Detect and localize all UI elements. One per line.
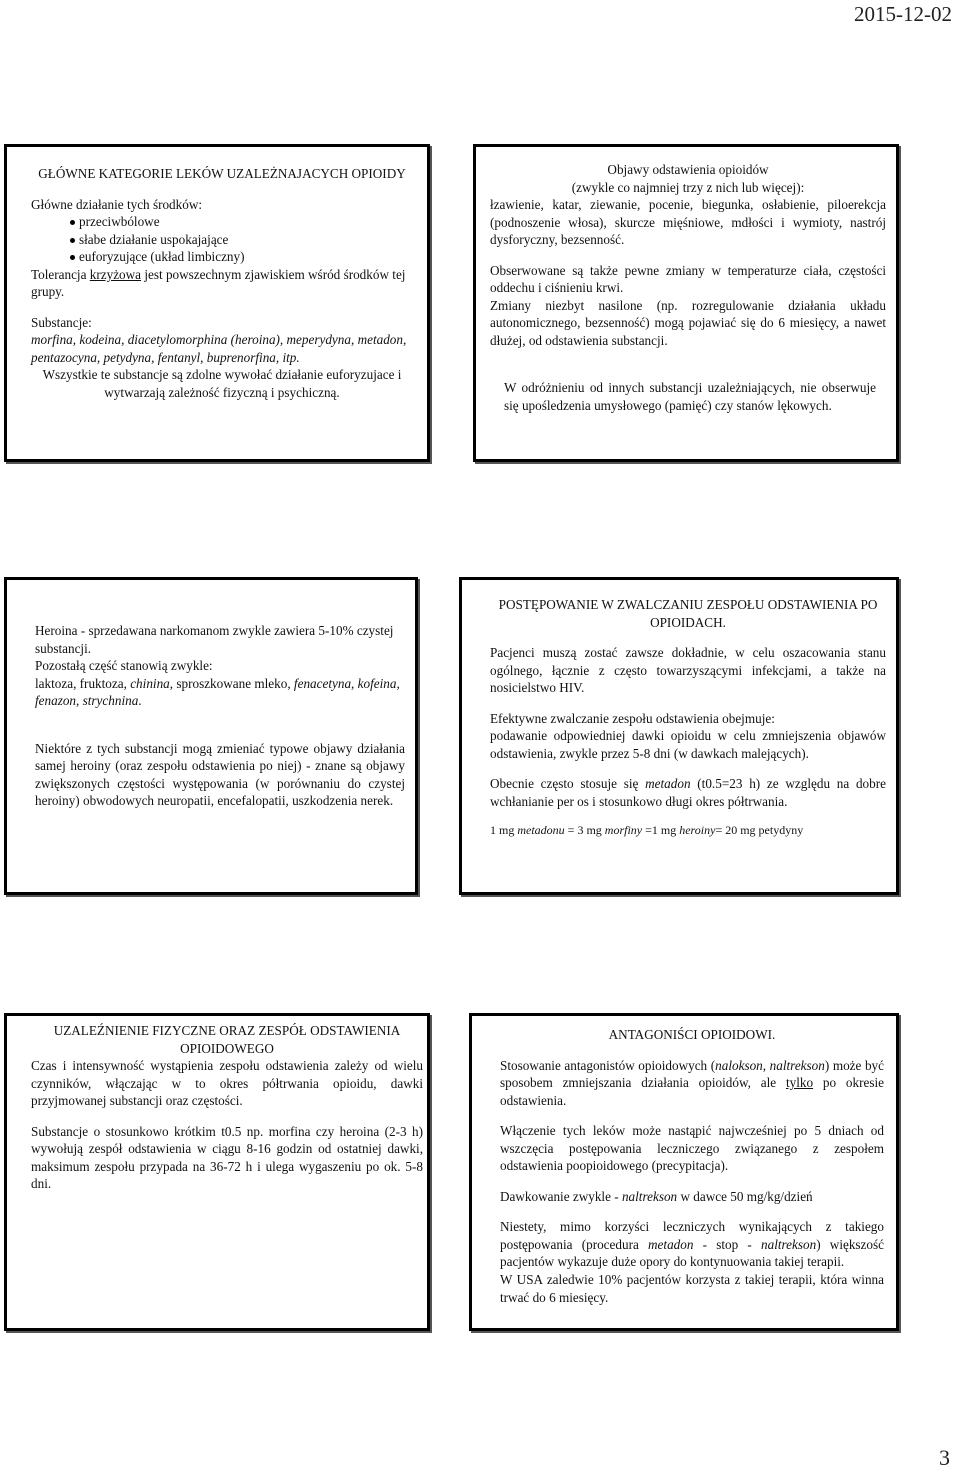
body-paragraph: Obserwowane są także pewne zmiany w temperaturze ciała, częstości oddechu i ciśnieniu krwi.	[490, 262, 886, 296]
underlined-term: krzyżowa	[89, 266, 142, 282]
slide-withdrawal-symptoms	[473, 144, 899, 462]
page-date: 2015-12-02	[854, 2, 952, 26]
substances-list: morfina, kodeina, diacetylomorphina (heroina), meperydyna, metadon, pentazocyna, petydyna, fentanyl, buprenorfina, itp.	[31, 332, 407, 365]
slide-title: UZALEŹNIENIE FIZYCZNE ORAZ ZESPÓŁ ODSTAWIENIA OPIOIDOWEGO	[53, 1023, 401, 1056]
body-paragraph: W USA zaledwie 10% pacjentów korzysta z takiej terapii, która winna trwać do 6 miesięcy.	[500, 1272, 884, 1305]
slide-physical-dependence	[4, 1013, 430, 1331]
body-paragraph: Włączenie tych leków może nastąpić najwcześniej po 5 dniach od wszczęcia postępowania leczniczego związanego z zespołem odstawienia poopioidowego (precypitacja).	[500, 1123, 884, 1174]
body-paragraph: Dawkowanie zwykle - naltrekson w dawce 50 mg/kg/dzień	[500, 1188, 813, 1204]
list-item: przeciwbólowe	[79, 213, 413, 231]
list-item: euforyzujące (układ limbiczny)	[79, 248, 413, 266]
body-paragraph: Heroina - sprzedawana narkomanom zwykle zawiera 5-10% czystej substancji.	[35, 623, 394, 656]
slide-title: GŁÓWNE KATEGORIE LEKÓW UZALEŻNAJACYCH OPIOIDY	[38, 166, 406, 181]
effects-list	[31, 213, 413, 266]
slide-withdrawal-treatment	[459, 577, 899, 895]
body-paragraph: Pozostałą część stanowią zwykle:	[35, 658, 213, 674]
substances-label: Substancje:	[31, 314, 92, 330]
symptoms-text: łzawienie, katar, ziewanie, pocenie, biegunka, osłabienie, piloerekcja (podnoszenie włosa), skurcze mięśniowe, mdłości i wymioty, nastrój dysforyczny, bezsenność.	[490, 197, 886, 248]
intro-text: Główne działanie tych środków:	[31, 196, 203, 212]
body-paragraph: podawanie odpowiedniej dawki opioidu w celu zmniejszenia objawów odstawienia, zwykle przez 5-8 dni (w dawkach malejących).	[490, 728, 886, 761]
slide-heroin-composition	[4, 577, 418, 895]
list-item: słabe działanie uspokajające	[79, 231, 413, 249]
slide-title: ANTAGONIŚCI OPIOIDOWI.	[608, 1027, 776, 1042]
page-number: 3	[939, 1445, 950, 1470]
dose-equivalence: 1 mg metadonu = 3 mg morfiny =1 mg heroiny= 20 mg petydyny	[490, 823, 804, 838]
body-paragraph: W odróżnieniu od innych substancji uzależniających, nie obserwuje się upośledzenia umysłowego (pamięć) czy stanów lękowych.	[504, 380, 876, 414]
body-paragraph: Stosowanie antagonistów opioidowych (nalokson, naltrekson) może być sposobem zmniejszania działania opioidów, ale tylko po okresie odstawienia.	[500, 1057, 885, 1108]
body-paragraph: Pacjenci muszą zostać zawsze dokładnie, w celu oszacowania stanu ogólnego, łącznie z często towarzyszącymi infekcjami, a także na nosicielstwo HIV.	[490, 645, 886, 696]
body-paragraph-heading: Efektywne zwalczanie zespołu odstawienia obejmuje:	[490, 710, 775, 726]
body-paragraph: Substancje o stosunkowo krótkim t0.5 np. morfina czy heroina (2-3 h) wywołują zespół odstawienia w ciągu 8-16 godzin od ostatniej dawki, maksimum zespołu przypada na 36-72 h i ulega wygaszeniu po ok. 5-8 dni.	[31, 1123, 423, 1192]
composition-text: laktoza, fruktoza, chinina, sproszkowane mleko, fenacetyna, kofeina, fenazon, strychnina.	[35, 675, 400, 709]
body-paragraph: Niestety, mimo korzyści leczniczych wynikających z takiego postępowania (procedura metadon - stop - naltrekson) większość pacjentów wykazuje duże opory do kontynuowania takiej terapii.	[500, 1219, 884, 1270]
conclusion-text: Wszystkie te substancje są zdolne wywołać działanie euforyzujace i wytwarzają zależność fizyczną i psychiczną.	[42, 367, 402, 401]
slide-title: Objawy odstawienia opioidów	[607, 162, 769, 177]
slide-opioid-antagonists	[469, 1013, 899, 1331]
body-paragraph: Czas i intensywność wystąpienia zespołu odstawienia zależy od wielu czynników, włączając w to okres półtrwania opioidu, dawki przyjmowanej substancji oraz częstości.	[31, 1058, 423, 1109]
underlined-term: tylko	[785, 1075, 814, 1091]
body-paragraph: Obecnie często stosuje się metadon (t0.5=23 h) ze względu na dobre wchłanianie per os i stosunkowo długi okres półtrwania.	[490, 776, 886, 809]
slide-subtitle: (zwykle co najmniej trzy z nich lub więcej):	[571, 179, 805, 195]
tolerance-text: Tolerancja krzyżowa jest powszechnym zjawiskiem wśród środków tej grupy.	[31, 266, 406, 300]
body-paragraph: Zmiany niezbyt nasilone (np. rozregulowanie działania układu autonomicznego, bezsenność) mogą pojawiać się do 6 miesięcy, a nawet dłużej, od odstawienia substancji.	[490, 297, 886, 348]
slide-title: POSTĘPOWANIE W ZWALCZANIU ZESPOŁU ODSTAWIENIA PO OPIOIDACH.	[498, 597, 878, 630]
body-paragraph: Niektóre z tych substancji mogą zmieniać typowe objawy działania samej heroiny (oraz zespołu odstawienia po niej) - znane są objawy zwiększonych częstości występowania (w porównaniu do czystej heroiny) obwodowych neuropatii, encefalopatii, uszkodzenia nerek.	[35, 740, 405, 809]
slide-opioid-categories	[4, 144, 430, 462]
